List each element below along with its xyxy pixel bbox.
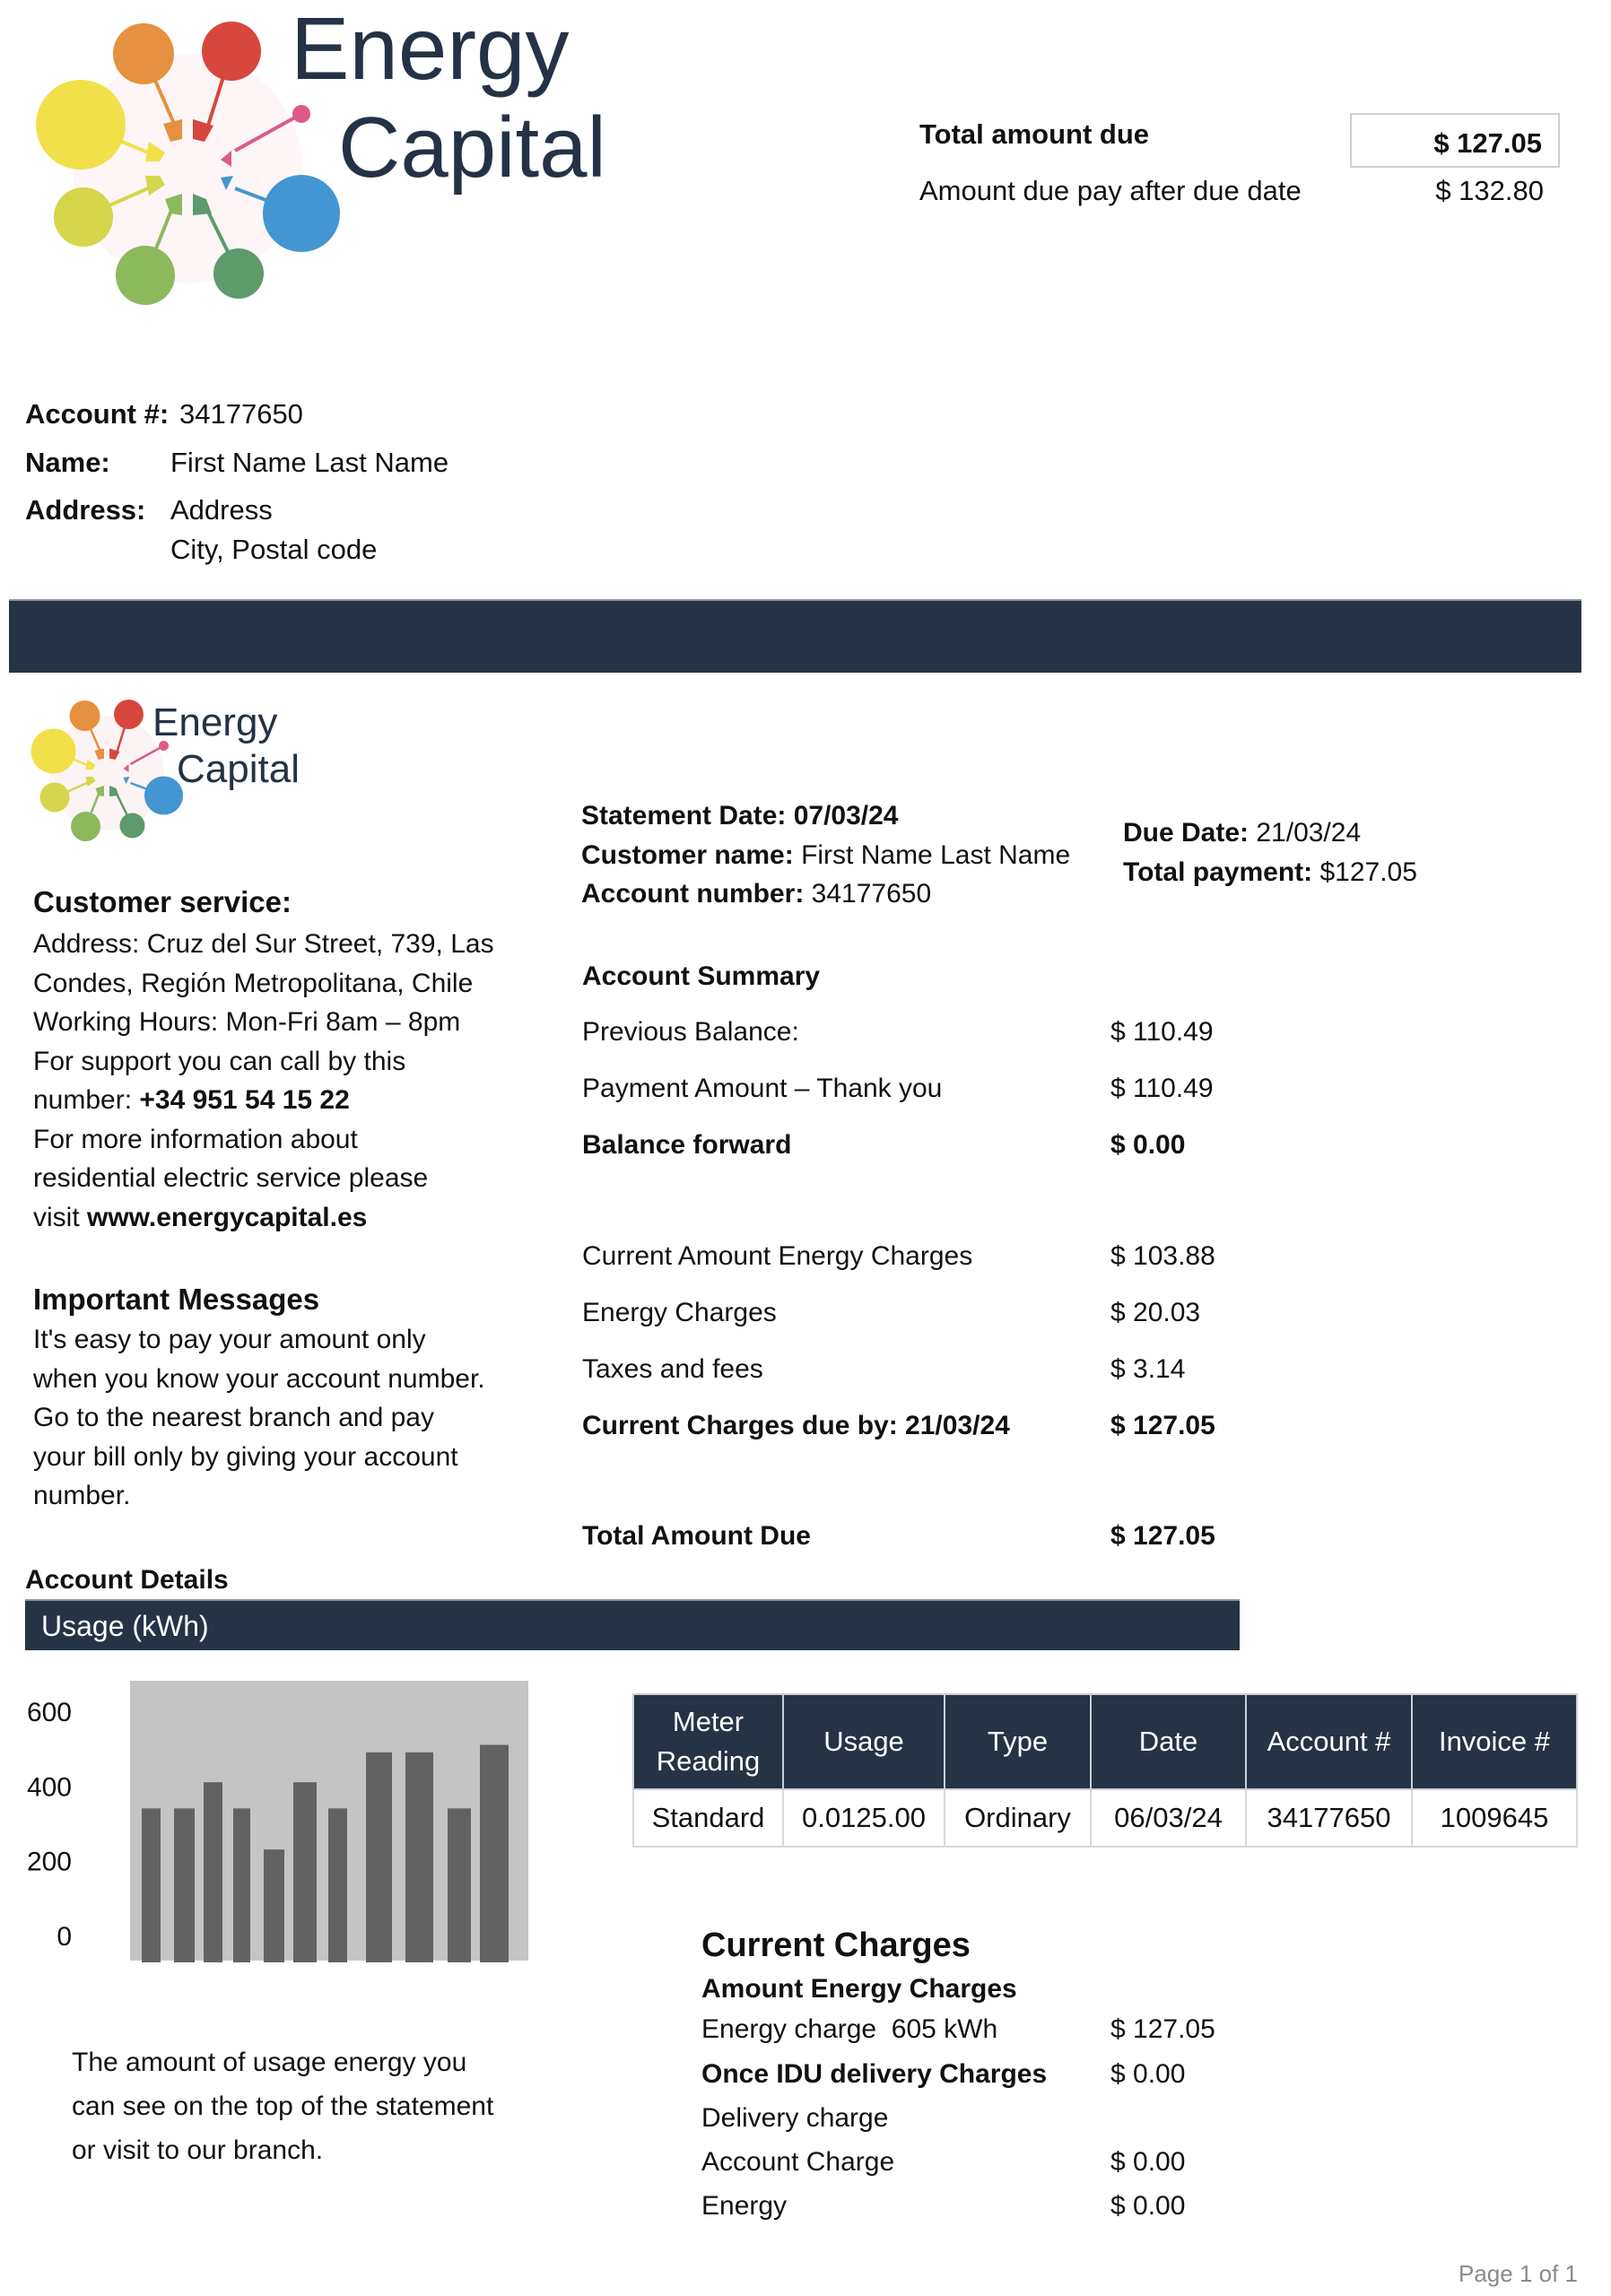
logo-small-text-capital: Capital (177, 747, 300, 791)
current-charge-value: $ 0.00 (1110, 2059, 1186, 2089)
logo-dot-yellow-green (54, 187, 113, 247)
summary-row-value: $ 3.14 (1110, 1354, 1186, 1384)
summary-row-value: $ 127.05 (1110, 1411, 1215, 1440)
cell-date: 06/03/24 (1091, 1789, 1246, 1847)
usage-bar (204, 1782, 222, 1962)
important-message-line: number. (33, 1481, 131, 1510)
usage-bar (448, 1808, 471, 1962)
statement-date-label: Statement Date: (581, 801, 794, 831)
total-amount-due-label: Total amount due (919, 118, 1150, 150)
address-line-2: City, Postal code (170, 534, 378, 565)
summary-row-value: $ 110.49 (1110, 1074, 1214, 1103)
chart-y-ticks (27, 1698, 72, 1952)
after-due-date-label: Amount due pay after due date (919, 175, 1302, 206)
usage-bar (328, 1808, 347, 1962)
total-amount-due-value: $ 127.05 (1433, 127, 1542, 159)
logo-dot-blue (263, 175, 340, 252)
cell-invoice: 1009645 (1412, 1789, 1577, 1847)
usage-bar (142, 1808, 161, 1962)
logo-dot-red (202, 22, 261, 81)
phone-prefix: number: (33, 1085, 140, 1115)
current-charge-value: $ 127.05 (1110, 2014, 1215, 2044)
header-type: Type (945, 1694, 1091, 1789)
customer-service-phone-line (33, 1081, 494, 1120)
customer-service-line: Working Hours: Mon-Fri 8am – 8pm (33, 1007, 461, 1037)
summary-row-value: $ 103.88 (1110, 1241, 1215, 1271)
important-messages-title: Important Messages (33, 1283, 320, 1316)
customer-service-website-line (33, 1198, 494, 1238)
summary-row-value: $ 0.00 (1110, 1130, 1186, 1160)
header-date: Date (1091, 1694, 1246, 1789)
total-payment-label: Total payment: (1123, 857, 1320, 887)
customer-service-title: Customer service: (33, 885, 292, 918)
header-meter-line2: Reading (656, 1745, 761, 1777)
total-payment-value: $127.05 (1319, 857, 1417, 887)
account-details-title: Account Details (25, 1565, 229, 1595)
current-charge-label: Once IDU delivery Charges (701, 2059, 1048, 2089)
energy-capital-logo-small (9, 691, 314, 861)
customer-name-label: Customer name: (581, 839, 802, 870)
account-summary-title: Account Summary (582, 961, 821, 991)
meter-reading-table (632, 1693, 1578, 1848)
usage-bar (264, 1849, 284, 1962)
summary-row-label: Energy Charges (582, 1298, 777, 1327)
customer-service-line: residential electric service please (33, 1163, 429, 1193)
due-info (1123, 813, 1417, 891)
header-meter-line1: Meter (672, 1706, 745, 1737)
logo-text-energy: Energy (291, 0, 570, 98)
usage-bar (174, 1808, 195, 1962)
account-number-value: 34177650 (811, 879, 932, 909)
current-charge-label: Account Charge (701, 2147, 895, 2177)
logo-dot-green (116, 246, 175, 305)
energy-capital-logo (18, 0, 628, 314)
usage-bar (366, 1752, 392, 1962)
summary-row-label: Current Charges due by: 21/03/24 (582, 1411, 1010, 1440)
y-tick-label: 400 (26, 1772, 72, 1803)
y-tick-label: 200 (26, 1847, 72, 1877)
section-divider-band (9, 599, 1581, 673)
logo-small-text-energy: Energy (152, 700, 278, 744)
visit-prefix: visit (33, 1202, 87, 1232)
summary-row-label: Taxes and fees (582, 1354, 763, 1384)
usage-note (72, 2040, 493, 2172)
usage-band-title: Usage (kWh) (41, 1610, 209, 1642)
important-message-line: Go to the nearest branch and pay (33, 1403, 434, 1432)
account-value: 34177650 (179, 398, 303, 430)
cell-type: Ordinary (945, 1789, 1091, 1847)
cell-meter-reading: Standard (633, 1789, 783, 1847)
usage-note-line: The amount of usage energy you (72, 2048, 467, 2077)
phone-number[interactable]: +34 951 54 15 22 (139, 1085, 350, 1115)
due-date-label: Due Date: (1123, 818, 1257, 848)
customer-name-value: First Name Last Name (801, 839, 1071, 870)
current-charges-subtitle: Amount Energy Charges (701, 1974, 1017, 2004)
important-messages-text (33, 1320, 485, 1516)
summary-row-label: Payment Amount – Thank you (582, 1074, 943, 1103)
header-invoice: Invoice # (1412, 1694, 1577, 1789)
important-message-line: It's easy to pay your amount only (33, 1325, 426, 1354)
customer-service-line: Condes, Región Metropolitana, Chile (33, 968, 474, 998)
logo-dot-orange (113, 23, 174, 84)
total-amount-due-row-label: Total Amount Due (582, 1521, 811, 1551)
current-charge-value: $ 0.00 (1110, 2147, 1186, 2177)
website-link[interactable]: www.energycapital.es (87, 1202, 368, 1232)
name-value: First Name Last Name (170, 447, 449, 478)
header-usage: Usage (783, 1694, 945, 1789)
customer-service-line: Address: Cruz del Sur Street, 739, Las (33, 929, 494, 959)
logo-dot-yellow (36, 80, 126, 170)
usage-bar (233, 1808, 250, 1962)
logo-text-capital: Capital (338, 100, 606, 196)
statement-date-value: 07/03/24 (793, 801, 899, 831)
logo-halo (73, 54, 302, 283)
cell-usage: 0.0125.00 (783, 1789, 945, 1847)
y-tick-label: 600 (26, 1698, 72, 1727)
logo-dot-dark-green (213, 248, 264, 299)
current-charge-label: Delivery charge (701, 2103, 889, 2133)
summary-row-value: $ 20.03 (1110, 1298, 1201, 1327)
statement-info (581, 796, 1070, 914)
total-amount-due-row-value: $ 127.05 (1110, 1521, 1215, 1551)
address-label: Address: (25, 494, 146, 526)
due-date-value: 21/03/24 (1256, 818, 1362, 848)
summary-row-label: Previous Balance: (582, 1017, 799, 1047)
address-line-1: Address (170, 494, 273, 526)
current-charge-label: Energy (701, 2191, 788, 2221)
account-number-label: Account number: (581, 879, 812, 909)
name-label: Name: (25, 447, 110, 478)
table-row (633, 1789, 1577, 1847)
logo-dot-pink (292, 105, 310, 123)
account-label: Account #: (25, 398, 170, 430)
summary-row-value: $ 110.49 (1110, 1017, 1214, 1047)
summary-row-label: Current Amount Energy Charges (582, 1241, 973, 1271)
customer-service-line: For more information about (33, 1124, 358, 1154)
cell-account: 34177650 (1246, 1789, 1412, 1847)
customer-service-line: For support you can call by this (33, 1046, 406, 1076)
after-due-date-value: $ 132.80 (1435, 175, 1544, 206)
header-account: Account # (1246, 1694, 1412, 1789)
current-charges-title: Current Charges (701, 1926, 971, 1964)
usage-bar-chart (0, 1668, 574, 1991)
usage-bar (293, 1782, 317, 1962)
y-tick-label: 0 (57, 1922, 72, 1952)
usage-bar (405, 1752, 433, 1962)
important-message-line: your bill only by giving your account (33, 1441, 458, 1472)
usage-note-line: can see on the top of the statement (72, 2092, 494, 2121)
page-number: Page 1 of 1 (1459, 2260, 1578, 2287)
summary-row-label: Balance forward (582, 1130, 792, 1160)
important-message-line: when you know your account number. (33, 1363, 485, 1394)
usage-band (25, 1599, 1240, 1650)
usage-bar (480, 1745, 509, 1963)
customer-service-text (33, 925, 494, 1237)
usage-note-line: or visit to our branch. (72, 2135, 324, 2165)
current-charge-value: $ 0.00 (1110, 2191, 1186, 2221)
header-meter-reading (633, 1694, 783, 1789)
total-amount-due-box (1350, 113, 1560, 168)
current-charge-label: Energy charge 605 kWh (701, 2014, 998, 2044)
meter-table-header-row (633, 1694, 1577, 1789)
